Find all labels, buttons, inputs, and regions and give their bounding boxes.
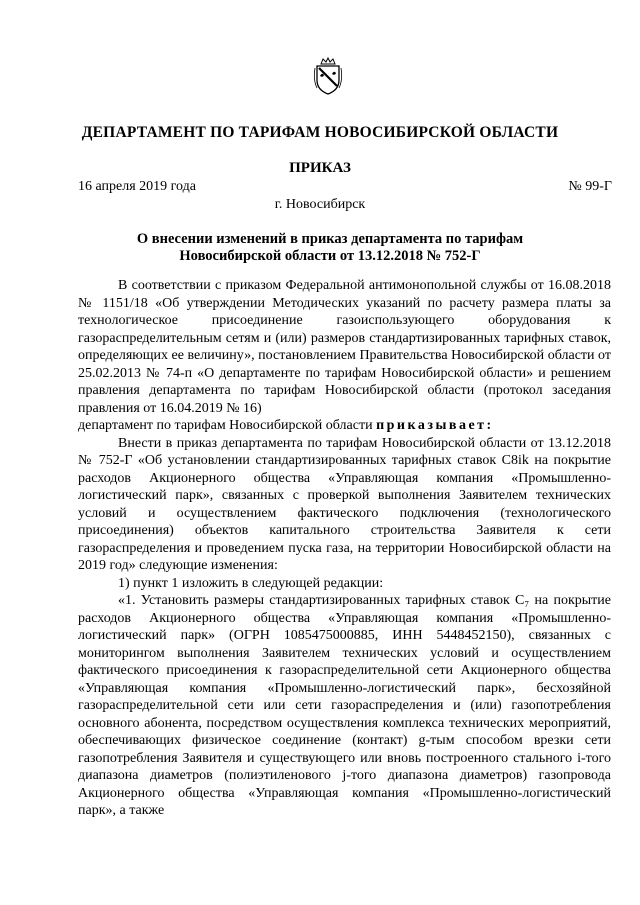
- order-date: 16 апреля 2019 года: [78, 179, 196, 194]
- decree-paragraph: [78, 417, 611, 435]
- preamble-paragraph: В соответствии с приказом Федеральной антимонопольной службы от 16.08.2018 № 1151/18 «Об утверждении Методических указаний по расчету размера платы за технологическое присоединение газоиспользующего оборудования к газораспределительным сетям и (или) размеров стандартизированных тарифных ставок, определяющих ее величину», постановлением Правительства Новосибирской области от 25.02.2013 № 74-п «О департаменте по тарифам Новосибирской области» и решением правления департамента по тарифам Новосибирской области (протокол заседания правления от 16.04.2019 № 16): [78, 278, 611, 416]
- department-title: ДЕПАРТАМЕНТ ПО ТАРИФАМ НОВОСИБИРСКОЙ ОБЛАСТИ: [81, 124, 559, 141]
- decree-lead: департамент по тарифам Новосибирской области: [78, 418, 377, 433]
- item-1-paragraph: 1) пункт 1 изложить в следующей редакции:: [118, 575, 384, 591]
- order-city: г. Новосибирск: [274, 197, 366, 212]
- order-title: ПРИКАЗ: [289, 160, 351, 176]
- decree-word: приказывает:: [376, 418, 494, 433]
- order-number: № 99-Г: [568, 179, 612, 194]
- novosibirsk-coat-of-arms-icon: [313, 56, 343, 96]
- amendment-paragraph: Внести в приказ департамента по тарифам Новосибирской области от 13.12.2018 № 752-Г «Об установлении стандартизированных тарифных ставок C8ik на покрытие расходов Акционерного общества «Управляющая компания «Промышленно-логистический парк», связанных с проверкой выполнения Заявителем технических условий и осуществлением фактического подключения (технологического присоединения) объектов капитального строительства Заявителя к сети газораспределения и проведением пуска газа, на территории Новосибирской области на 2019 год» следующие изменения:: [78, 435, 611, 573]
- order-body: [78, 277, 611, 820]
- new-clause-paragraph: «1. Установить размеры стандартизированных тарифных ставок C₇ на покрытие расходов Акционерного общества «Управляющая компания «Промышленно-логистический парк» (ОГРН 1085475000885, ИНН 5448452150), связанных с мониторингом выполнения Заявителем технических условий и осуществлением фактического присоединения к газораспределительной сети Акционерного общества «Управляющая компания «Промышленно-логистический парк», бесхозяйной газораспределительной сети или сети газораспределения и (или) газопотребления основного абонента, посредством осуществления комплекса технических мероприятий, обеспечивающих физическое соединение (контакт) g-тым способом врезки сети газопотребления Заявителя и существующего или вновь построенного стального i-того диапазона диаметров (полиэтиленового j-того диапазона диаметров) газопровода Акционерного общества «Управляющая компания «Промышленно-логистический парк», а также: [78, 593, 611, 818]
- order-subject: О внесении изменений в приказ департамента по тарифам Новосибирской области от 13.12.2018 № 752-Г: [136, 231, 524, 264]
